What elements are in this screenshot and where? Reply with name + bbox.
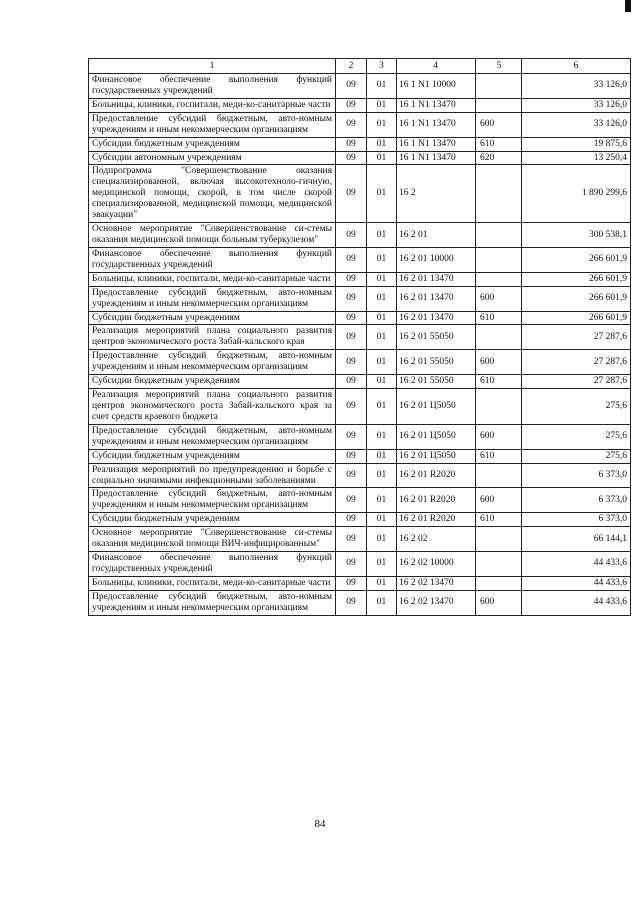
row-subsection: 01 <box>367 513 397 527</box>
row-description: Субсидии бюджетным учреждениям <box>89 311 336 325</box>
row-amount: 300 538,1 <box>522 223 631 248</box>
row-section: 09 <box>336 247 367 272</box>
row-expense-type: 600 <box>476 424 522 449</box>
row-description: Финансовое обеспечение выполнения функций государственных учреждений <box>89 247 336 272</box>
row-amount: 27 287,6 <box>522 375 631 389</box>
row-subsection: 01 <box>367 165 397 223</box>
row-section: 09 <box>336 488 367 513</box>
table-row <box>89 424 631 449</box>
row-amount: 27 287,6 <box>522 350 631 375</box>
row-subsection: 01 <box>367 286 397 311</box>
budget-table <box>88 58 631 616</box>
row-amount: 33 126,0 <box>522 74 631 99</box>
row-amount: 266 601,9 <box>522 272 631 286</box>
row-subsection: 01 <box>367 247 397 272</box>
table-row <box>89 576 631 590</box>
row-description: Субсидии автономным учреждениям <box>89 151 336 165</box>
row-amount: 275,6 <box>522 424 631 449</box>
row-target-code: 16 1 N1 13470 <box>397 137 476 151</box>
row-description: Предоставление субсидий бюджетным, авто-номным учреждениям и иным некоммерческим организациям <box>89 350 336 375</box>
row-subsection: 01 <box>367 449 397 463</box>
table-row <box>89 165 631 223</box>
table-row <box>89 98 631 112</box>
row-section: 09 <box>336 311 367 325</box>
row-expense-type: 600 <box>476 488 522 513</box>
row-description: Предоставление субсидий бюджетным, авто-номным учреждениям и иным некоммерческим организациям <box>89 488 336 513</box>
row-amount: 1 890 299,6 <box>522 165 631 223</box>
row-subsection: 01 <box>367 576 397 590</box>
row-expense-type <box>476 74 522 99</box>
row-expense-type: 610 <box>476 311 522 325</box>
row-subsection: 01 <box>367 350 397 375</box>
row-section: 09 <box>336 272 367 286</box>
row-description: Финансовое обеспечение выполнения функций государственных учреждений <box>89 552 336 577</box>
row-section: 09 <box>336 350 367 375</box>
table-row <box>89 112 631 137</box>
table-row <box>89 350 631 375</box>
row-expense-type: 610 <box>476 449 522 463</box>
row-subsection: 01 <box>367 137 397 151</box>
row-section: 09 <box>336 389 367 425</box>
row-expense-type <box>476 223 522 248</box>
table-row <box>89 247 631 272</box>
row-target-code: 16 2 01 13470 <box>397 311 476 325</box>
row-amount: 44 433,6 <box>522 590 631 615</box>
row-description: Основное мероприятие "Совершенствование си-стемы оказания медицинской помощи больным туберкулезом" <box>89 223 336 248</box>
row-expense-type: 600 <box>476 286 522 311</box>
row-expense-type: 600 <box>476 590 522 615</box>
row-description: Финансовое обеспечение выполнения функций государственных учреждений <box>89 74 336 99</box>
row-subsection: 01 <box>367 527 397 552</box>
row-amount: 44 433,6 <box>522 552 631 577</box>
row-amount: 6 373,0 <box>522 463 631 488</box>
row-subsection: 01 <box>367 389 397 425</box>
table-row <box>89 527 631 552</box>
row-target-code: 16 1 N1 13470 <box>397 98 476 112</box>
row-section: 09 <box>336 513 367 527</box>
table-row <box>89 513 631 527</box>
row-description: Подпрограмма "Совершенствование оказания специализированной, включая высокотехноло-гичную, медицинской помощи, скорой, в том числе скорой специализированной, медицинской помощи, медицинской эвакуации" <box>89 165 336 223</box>
row-expense-type <box>476 98 522 112</box>
row-section: 09 <box>336 590 367 615</box>
row-description: Субсидии бюджетным учреждениям <box>89 375 336 389</box>
row-amount: 6 373,0 <box>522 488 631 513</box>
row-expense-type <box>476 576 522 590</box>
row-section: 09 <box>336 325 367 350</box>
row-section: 09 <box>336 527 367 552</box>
table-header <box>89 59 631 74</box>
row-section: 09 <box>336 576 367 590</box>
table-row <box>89 74 631 99</box>
row-target-code: 16 2 01 55050 <box>397 350 476 375</box>
row-section: 09 <box>336 74 367 99</box>
row-description: Предоставление субсидий бюджетным, авто-номным учреждениям и иным некоммерческим организациям <box>89 112 336 137</box>
row-description: Больницы, клиники, госпитали, меди-ко-санитарные части <box>89 98 336 112</box>
row-target-code: 16 2 02 10000 <box>397 552 476 577</box>
table-row <box>89 590 631 615</box>
row-subsection: 01 <box>367 325 397 350</box>
table-row <box>89 223 631 248</box>
row-target-code: 16 2 01 55050 <box>397 375 476 389</box>
row-target-code: 16 1 N1 10000 <box>397 74 476 99</box>
row-target-code: 16 2 01 Ц5050 <box>397 449 476 463</box>
column-header-6: 6 <box>522 59 631 74</box>
row-target-code: 16 2 01 Ц5050 <box>397 424 476 449</box>
row-section: 09 <box>336 552 367 577</box>
row-expense-type <box>476 272 522 286</box>
row-description: Больницы, клиники, госпитали, меди-ко-санитарные части <box>89 272 336 286</box>
row-amount: 13 250,4 <box>522 151 631 165</box>
row-amount: 275,6 <box>522 389 631 425</box>
row-section: 09 <box>336 137 367 151</box>
row-expense-type <box>476 552 522 577</box>
row-target-code: 16 2 02 <box>397 527 476 552</box>
row-subsection: 01 <box>367 272 397 286</box>
row-target-code: 16 2 <box>397 165 476 223</box>
row-section: 09 <box>336 112 367 137</box>
row-description: Предоставление субсидий бюджетным, авто-номным учреждениям и иным некоммерческим организациям <box>89 286 336 311</box>
row-target-code: 16 2 01 13470 <box>397 272 476 286</box>
row-amount: 6 373,0 <box>522 513 631 527</box>
column-header-2: 2 <box>336 59 367 74</box>
table-row <box>89 449 631 463</box>
row-subsection: 01 <box>367 590 397 615</box>
row-amount: 266 601,9 <box>522 311 631 325</box>
row-target-code: 16 1 N1 13470 <box>397 151 476 165</box>
row-amount: 275,6 <box>522 449 631 463</box>
row-subsection: 01 <box>367 151 397 165</box>
row-expense-type <box>476 527 522 552</box>
row-section: 09 <box>336 375 367 389</box>
table-row <box>89 137 631 151</box>
row-target-code: 16 1 N1 13470 <box>397 112 476 137</box>
row-subsection: 01 <box>367 488 397 513</box>
table-row <box>89 389 631 425</box>
row-amount: 266 601,9 <box>522 247 631 272</box>
row-description: Реализация мероприятий по предупреждению и борьбе с социально значимыми инфекционными заболеваниями <box>89 463 336 488</box>
row-expense-type: 600 <box>476 350 522 375</box>
row-amount: 33 126,0 <box>522 112 631 137</box>
row-target-code: 16 2 01 R2020 <box>397 463 476 488</box>
row-description: Основное мероприятие "Совершенствование си-стемы оказания медицинской помощи ВИЧ-инфицированным" <box>89 527 336 552</box>
table-row <box>89 151 631 165</box>
row-description: Предоставление субсидий бюджетным, авто-номным учреждениям и иным некоммерческим организациям <box>89 590 336 615</box>
table-row <box>89 325 631 350</box>
table-row <box>89 272 631 286</box>
table-row <box>89 488 631 513</box>
row-target-code: 16 2 01 Ц5050 <box>397 389 476 425</box>
row-expense-type <box>476 463 522 488</box>
row-subsection: 01 <box>367 223 397 248</box>
column-header-1: 1 <box>89 59 336 74</box>
row-description: Предоставление субсидий бюджетным, авто-номным учреждениям и иным некоммерческим организациям <box>89 424 336 449</box>
row-amount: 27 287,6 <box>522 325 631 350</box>
row-expense-type: 610 <box>476 137 522 151</box>
row-description: Больницы, клиники, госпитали, меди-ко-санитарные части <box>89 576 336 590</box>
row-section: 09 <box>336 165 367 223</box>
row-subsection: 01 <box>367 311 397 325</box>
row-expense-type: 620 <box>476 151 522 165</box>
column-header-3: 3 <box>367 59 397 74</box>
row-subsection: 01 <box>367 424 397 449</box>
row-section: 09 <box>336 223 367 248</box>
column-header-5: 5 <box>476 59 522 74</box>
row-description: Субсидии бюджетным учреждениям <box>89 137 336 151</box>
row-amount: 266 601,9 <box>522 286 631 311</box>
row-target-code: 16 2 01 55050 <box>397 325 476 350</box>
table-row <box>89 375 631 389</box>
row-target-code: 16 2 01 13470 <box>397 286 476 311</box>
table-row <box>89 311 631 325</box>
row-subsection: 01 <box>367 463 397 488</box>
row-section: 09 <box>336 449 367 463</box>
row-subsection: 01 <box>367 552 397 577</box>
table-row <box>89 552 631 577</box>
row-amount: 66 144,1 <box>522 527 631 552</box>
row-target-code: 16 2 01 10000 <box>397 247 476 272</box>
row-section: 09 <box>336 286 367 311</box>
table-row <box>89 286 631 311</box>
row-target-code: 16 2 01 R2020 <box>397 488 476 513</box>
row-section: 09 <box>336 98 367 112</box>
row-amount: 44 433,6 <box>522 576 631 590</box>
row-subsection: 01 <box>367 112 397 137</box>
page-number: 84 <box>314 818 326 830</box>
row-expense-type <box>476 247 522 272</box>
row-target-code: 16 2 01 <box>397 223 476 248</box>
row-subsection: 01 <box>367 375 397 389</box>
row-expense-type: 610 <box>476 375 522 389</box>
row-section: 09 <box>336 463 367 488</box>
row-description: Реализация мероприятий плана социального развития центров экономического роста Забай-кальского края за счет средств краевого бюджета <box>89 389 336 425</box>
row-description: Субсидии бюджетным учреждениям <box>89 513 336 527</box>
row-target-code: 16 2 01 R2020 <box>397 513 476 527</box>
row-expense-type: 600 <box>476 112 522 137</box>
row-expense-type: 610 <box>476 513 522 527</box>
row-section: 09 <box>336 151 367 165</box>
row-amount: 19 875,6 <box>522 137 631 151</box>
row-target-code: 16 2 02 13470 <box>397 576 476 590</box>
column-header-4: 4 <box>397 59 476 74</box>
row-target-code: 16 2 02 13470 <box>397 590 476 615</box>
row-subsection: 01 <box>367 74 397 99</box>
scan-mark <box>625 0 631 12</box>
row-subsection: 01 <box>367 98 397 112</box>
header-row <box>89 59 631 74</box>
row-expense-type <box>476 165 522 223</box>
row-expense-type <box>476 325 522 350</box>
row-section: 09 <box>336 424 367 449</box>
row-amount: 33 126,0 <box>522 98 631 112</box>
table-row <box>89 463 631 488</box>
row-expense-type <box>476 389 522 425</box>
row-description: Реализация мероприятий плана социального развития центров экономического роста Забай-кальского края <box>89 325 336 350</box>
table-body <box>89 74 631 616</box>
row-description: Субсидии бюджетным учреждениям <box>89 449 336 463</box>
